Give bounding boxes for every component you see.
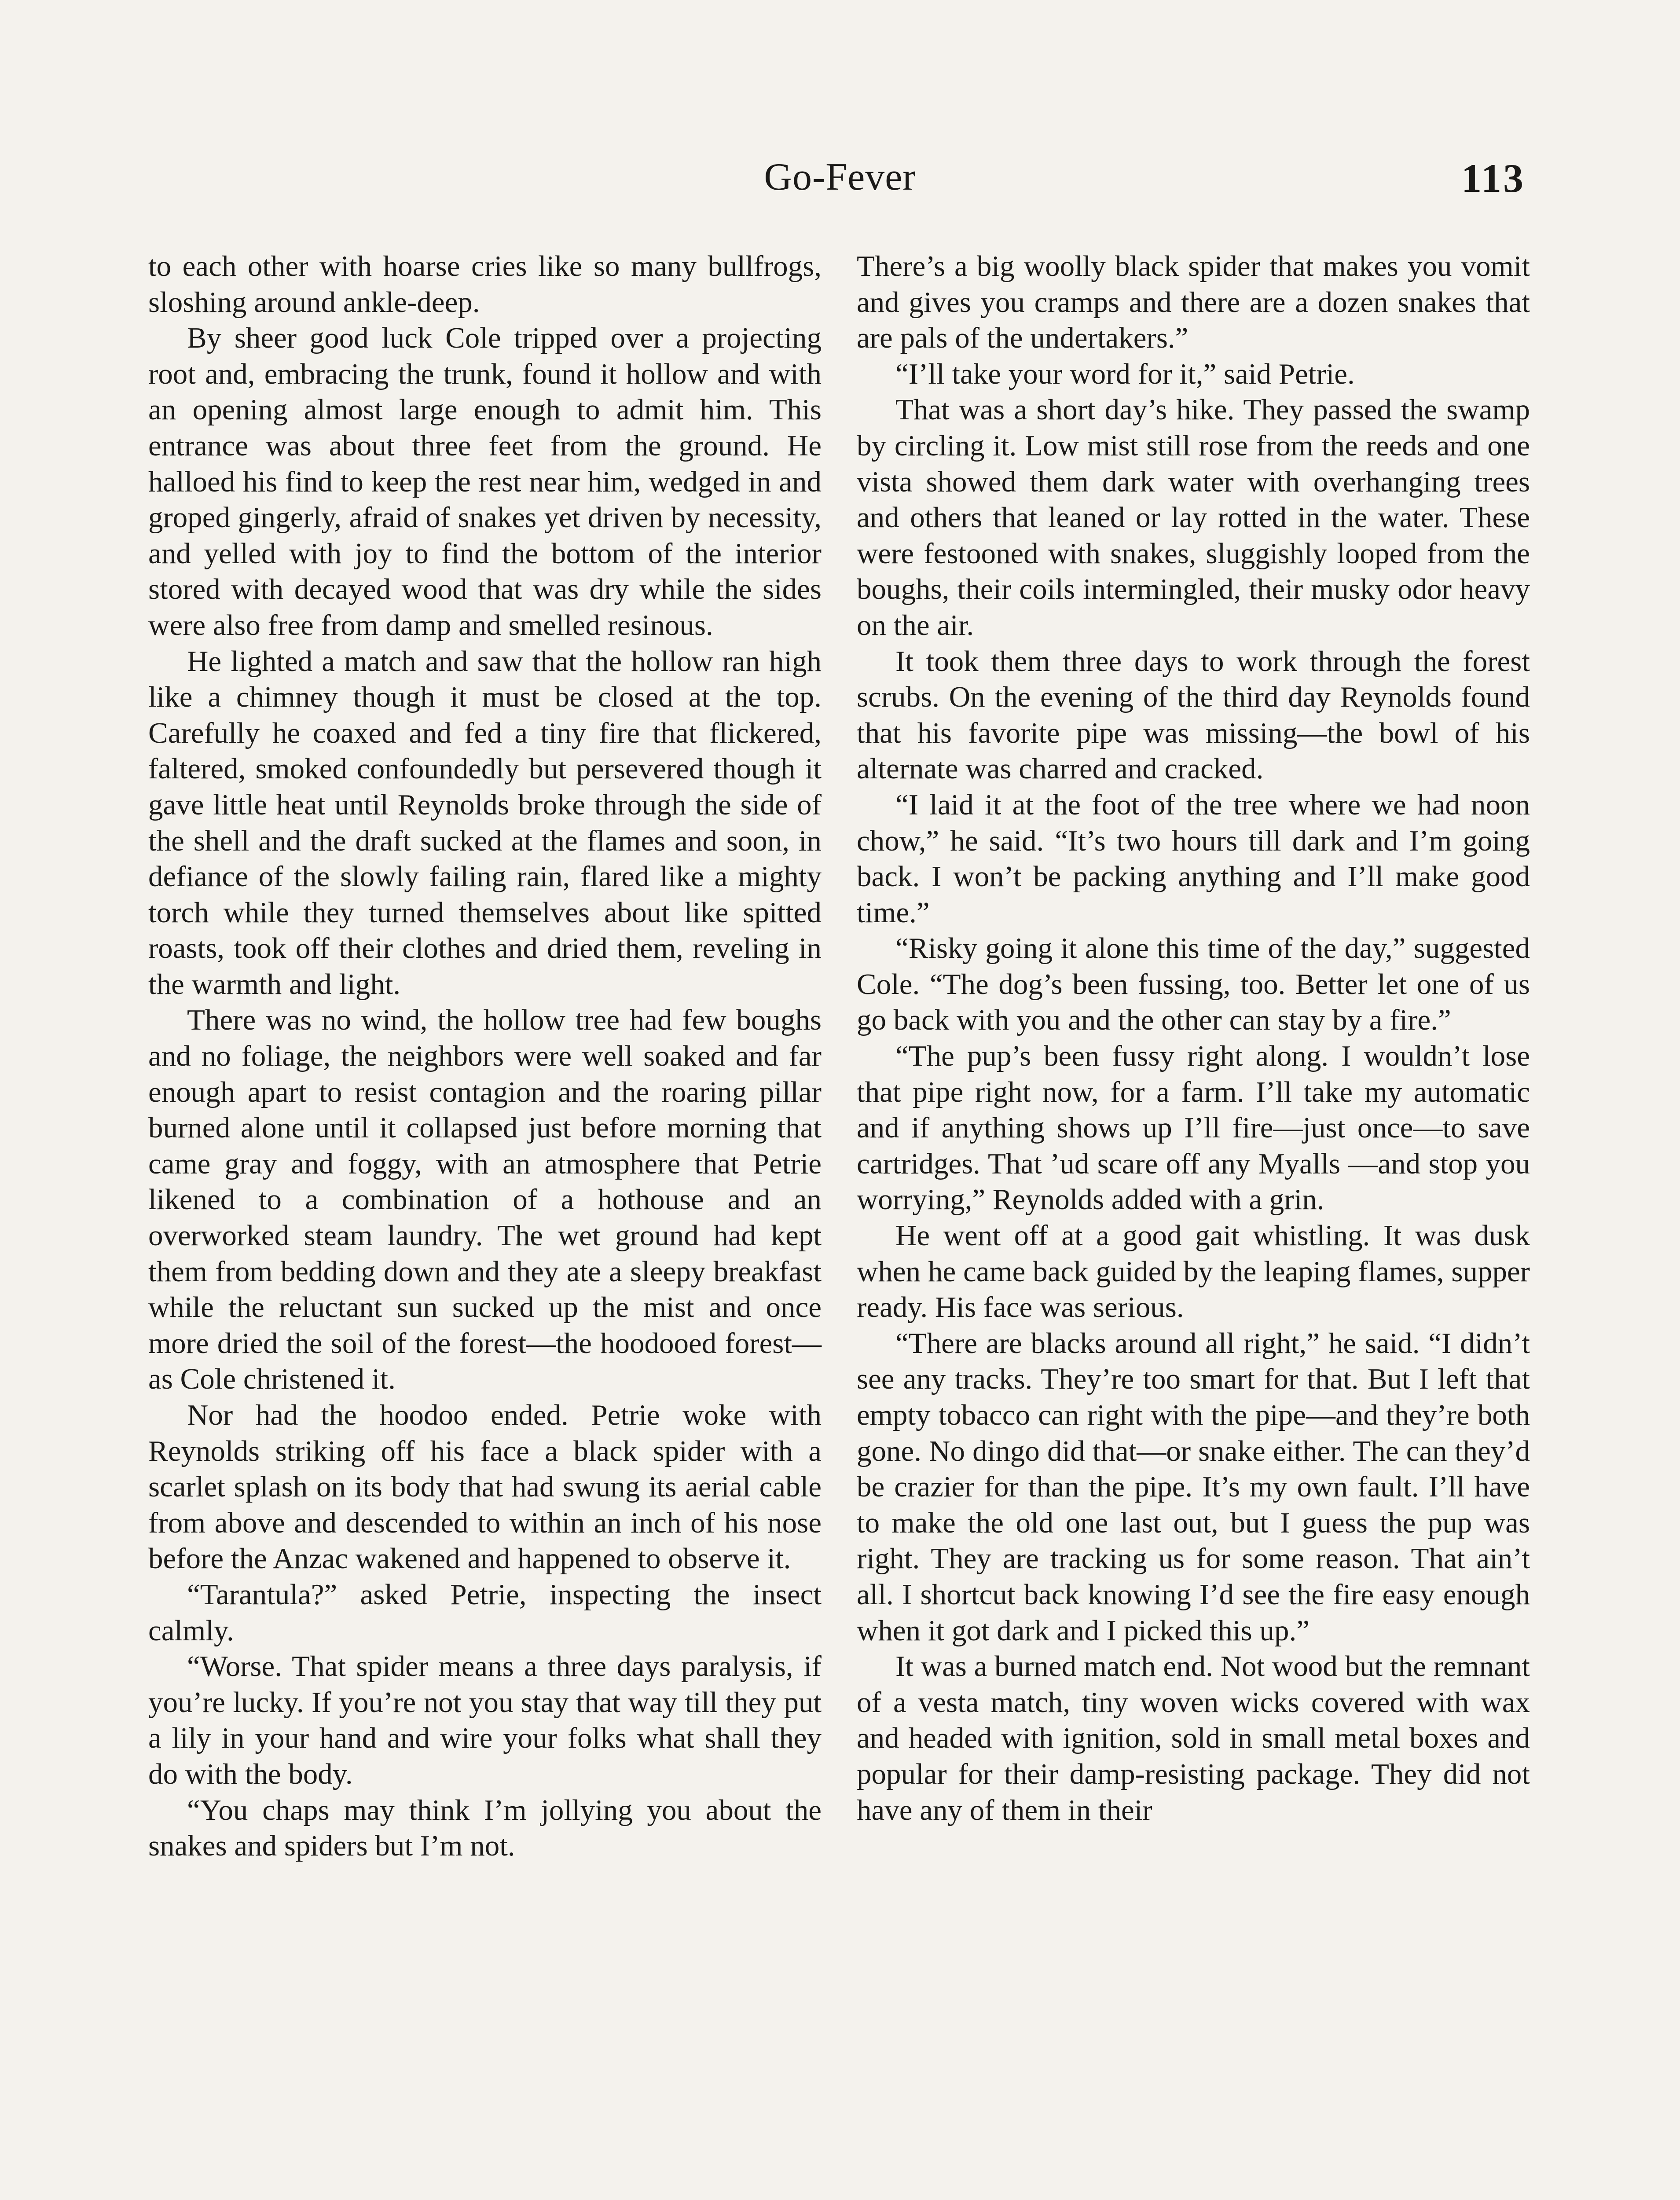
paragraph: “Risky going it alone this time of the day,” suggested Cole. “The dog’s been fussing, too. Better let one of us go back with you and the other can stay by a fire.” xyxy=(857,932,1530,1037)
paragraph: “Tarantula?” asked Petrie, inspecting the insect calmly. xyxy=(148,1578,822,1647)
paragraph: It took them three days to work through the forest scrubs. On the evening of the third day Reynolds found that his favorite pipe was missing—the bowl of his alternate was charred and cracked. xyxy=(857,645,1530,785)
text-column-right xyxy=(857,249,1530,1828)
paragraph: “There are blacks around all right,” he said. “I didn’t see any tracks. They’re too smart for that. But I left that empty tobacco can right with the pipe—and they’re both gone. No dingo did that—or snake either. The can they’d be crazier for than the pipe. It’s my own fault. I’ll have to make the old one last out, but I guess the pup was right. They are tracking us for some reason. That ain’t all. I shortcut back knowing I’d see the fire easy enough when it got dark and I picked this up.” xyxy=(857,1327,1530,1647)
text-column-left xyxy=(148,249,822,1864)
paragraph: There was no wind, the hollow tree had few boughs and no foliage, the neighbors were well soaked and far enough apart to resist contagion and the roaring pillar burned alone until it collapsed just before morning that came gray and foggy, with an atmosphere that Petrie likened to a combination of a hothouse and an overworked steam laundry. The wet ground had kept them from bedding down and they ate a sleepy breakfast while the reluctant sun sucked up the mist and once more dried the soil of the forest—the hoodooed forest—as Cole christened it. xyxy=(148,1004,822,1396)
page-number: 113 xyxy=(1461,156,1525,201)
paragraph: “Worse. That spider means a three days paralysis, if you’re lucky. If you’re not you stay that way till they put a lily in your hand and wire your folks what shall they do with the body. xyxy=(148,1650,822,1790)
paragraph: He went off at a good gait whistling. It was dusk when he came back guided by the leaping flames, supper ready. His face was serious. xyxy=(857,1219,1530,1324)
paragraph: There’s a big woolly black spider that makes you vomit and gives you cramps and there are a dozen snakes that are pals of the undertakers.” xyxy=(857,250,1530,355)
paragraph: “I laid it at the foot of the tree where we had noon chow,” he said. “It’s two hours till dark and I’m going back. I won’t be packing anything and I’ll make good time.” xyxy=(857,788,1530,929)
running-title: Go-Fever xyxy=(764,156,916,198)
paragraph: to each other with hoarse cries like so many bullfrogs, sloshing around ankle-deep. xyxy=(148,250,822,319)
paragraph: Nor had the hoodoo ended. Petrie woke with Reynolds striking off his face a black spider with a scarlet splash on its body that had swung its aerial cable from above and descended to within an inch of his nose before the Anzac wakened and happened to observe it. xyxy=(148,1399,822,1575)
paragraph: By sheer good luck Cole tripped over a projecting root and, embracing the trunk, found it hollow and with an opening almost large enough to admit him. This entrance was about three feet from the ground. He halloed his find to keep the rest near him, wedged in and groped gingerly, afraid of snakes yet driven by necessity, and yelled with joy to find the bottom of the interior stored with decayed wood that was dry while the sides were also free from damp and smelled resinous. xyxy=(148,322,822,642)
paragraph: That was a short day’s hike. They passed the swamp by circling it. Low mist still rose from the reeds and one vista showed them dark water with overhanging trees and others that leaned or lay rotted in the water. These were festooned with snakes, sluggishly looped from the boughs, their coils intermingled, their musky odor heavy on the air. xyxy=(857,393,1530,642)
paragraph: “I’ll take your word for it,” said Petrie. xyxy=(895,357,1355,390)
paragraph: “You chaps may think I’m jollying you about the snakes and spiders but I’m not. xyxy=(148,1793,822,1863)
paragraph: He lighted a match and saw that the hollow ran high like a chimney though it must be closed at the top. Carefully he coaxed and fed a tiny fire that flickered, faltered, smoked confoundedly but persevered though it gave little heat until Reynolds broke through the side of the shell and the draft sucked at the flames and soon, in defiance of the slowly failing rain, flared like a mighty torch while they turned themselves about like spitted roasts, took off their clothes and dried them, reveling in the warmth and light. xyxy=(148,645,822,1001)
paragraph: It was a burned match end. Not wood but the remnant of a vesta match, tiny woven wicks covered with wax and headed with ignition, sold in small metal boxes and popular for their damp-resisting package. They did not have any of them in their xyxy=(857,1650,1530,1826)
paragraph: “The pup’s been fussy right along. I wouldn’t lose that pipe right now, for a farm. I’ll take my automatic and if anything shows up I’ll fire—just once—to save cartridges. That ’ud scare off any Myalls —and stop you worrying,” Reynolds added with a grin. xyxy=(857,1040,1530,1216)
